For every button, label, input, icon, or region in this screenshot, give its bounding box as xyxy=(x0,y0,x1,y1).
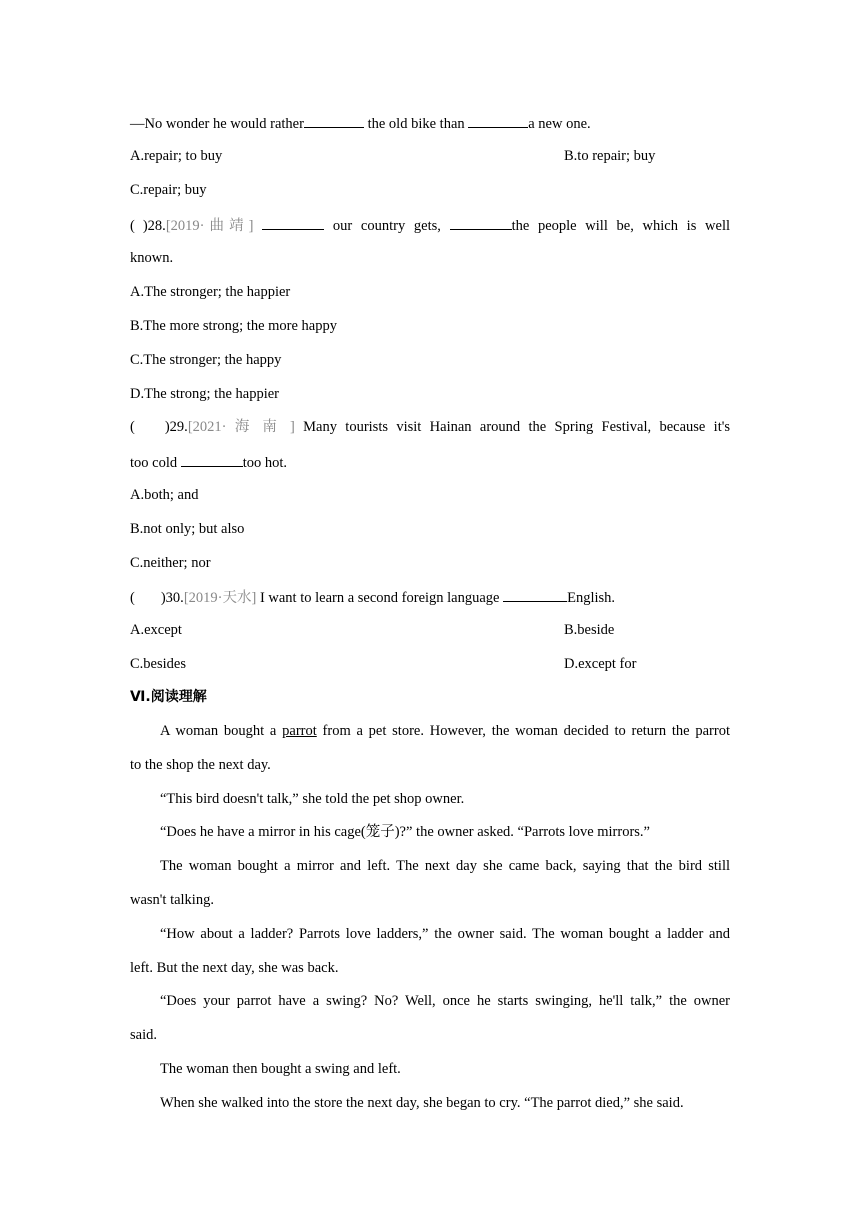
q27-reply-end: a new one. xyxy=(528,116,591,132)
q30-source: [2019·天水] xyxy=(183,590,257,606)
q28-stem-line-2: known. xyxy=(130,250,174,266)
q27-option-b: B.to repair; buy xyxy=(564,148,656,164)
q29-source: [2021· 海 南 ] xyxy=(187,419,295,435)
q28-option-c: C.The stronger; the happy xyxy=(130,352,282,368)
passage-p3: “Does he have a mirror in his cage(笼子)?” the owner asked. “Parrots love mirrors.” xyxy=(160,824,650,840)
passage-text: A woman bought a xyxy=(160,723,283,739)
q28-source: [2019·曲靖] xyxy=(165,218,254,234)
q27-reply-middle: the old bike than xyxy=(363,116,469,132)
q28-option-a: A.The stronger; the happier xyxy=(130,284,291,300)
q29-stem-line-1 xyxy=(130,418,730,436)
answer-blank xyxy=(450,215,512,230)
q29-option-b: B.not only; but also xyxy=(130,521,245,537)
q30-stem-text-b: English. xyxy=(567,590,616,606)
q30-stem xyxy=(130,587,730,607)
passage-p1-line-1 xyxy=(130,722,730,740)
answer-blank xyxy=(503,587,567,602)
q28-stem-line-1 xyxy=(130,215,730,235)
q28-option-d: D.The strong; the happier xyxy=(130,386,279,402)
q29-stem-text-a: Many tourists visit Hainan around the Spring Festival, because it's xyxy=(294,419,730,435)
passage-p4-line-1: The woman bought a mirror and left. The next day she came back, saying that the bird still xyxy=(160,858,730,874)
q27-options-row-1 xyxy=(130,147,730,165)
answer-blank xyxy=(181,452,243,467)
passage-p1-line-2: to the shop the next day. xyxy=(130,757,271,773)
q29-stem-line-2 xyxy=(130,452,730,472)
passage-p5-line-2: left. But the next day, she was back. xyxy=(130,960,339,976)
q30-option-c: C.besides xyxy=(130,656,186,672)
passage-p8: When she walked into the store the next day, she began to cry. “The parrot died,” she said. xyxy=(160,1095,684,1111)
q27-reply-line xyxy=(130,113,730,133)
q28-number: ( )28. xyxy=(130,218,166,234)
q28-stem-text-a: our country gets, xyxy=(324,218,450,234)
q29-number: ( )29. xyxy=(130,419,188,435)
q29-option-a: A.both; and xyxy=(130,487,199,503)
passage-p6-line-1: “Does your parrot have a swing? No? Well, once he starts swinging, he'll talk,” the owner xyxy=(160,993,730,1009)
q29-option-c: C.neither; nor xyxy=(130,555,211,571)
q30-number: ( )30. xyxy=(130,590,184,606)
underlined-word: parrot xyxy=(282,723,317,739)
q27-option-a: A.repair; to buy xyxy=(130,148,223,164)
passage-p2: “This bird doesn't talk,” she told the pet shop owner. xyxy=(160,791,465,807)
answer-blank xyxy=(262,215,324,230)
passage-text: from a pet store. However, the woman decided to return the parrot xyxy=(316,723,730,739)
q28-option-b: B.The more strong; the more happy xyxy=(130,318,337,334)
q29-stem-text-c: too hot. xyxy=(242,455,288,471)
q30-option-d: D.except for xyxy=(564,656,637,672)
passage-p4-line-2: wasn't talking. xyxy=(130,892,214,908)
q28-stem-text-b: the people will be, which is well xyxy=(511,218,730,234)
q30-stem-text-a: I want to learn a second foreign language xyxy=(256,590,504,606)
passage-p6-line-2: said. xyxy=(130,1027,157,1043)
passage-p5-line-1: “How about a ladder? Parrots love ladders,” the owner said. The woman bought a ladder and xyxy=(160,926,730,942)
q29-stem-text-b: too cold xyxy=(130,455,181,471)
q30-option-b: B.beside xyxy=(564,622,615,638)
answer-blank xyxy=(304,113,364,128)
answer-blank xyxy=(468,113,528,128)
q30-options-row-1 xyxy=(130,621,730,639)
passage-p7: The woman then bought a swing and left. xyxy=(160,1061,401,1077)
section-heading-reading: Ⅵ.阅读理解 xyxy=(130,689,207,705)
q27-option-c: C.repair; buy xyxy=(130,182,207,198)
q27-reply-start: —No wonder he would rather xyxy=(130,116,304,132)
q30-option-a: A.except xyxy=(130,622,182,638)
q30-options-row-2 xyxy=(130,655,730,673)
